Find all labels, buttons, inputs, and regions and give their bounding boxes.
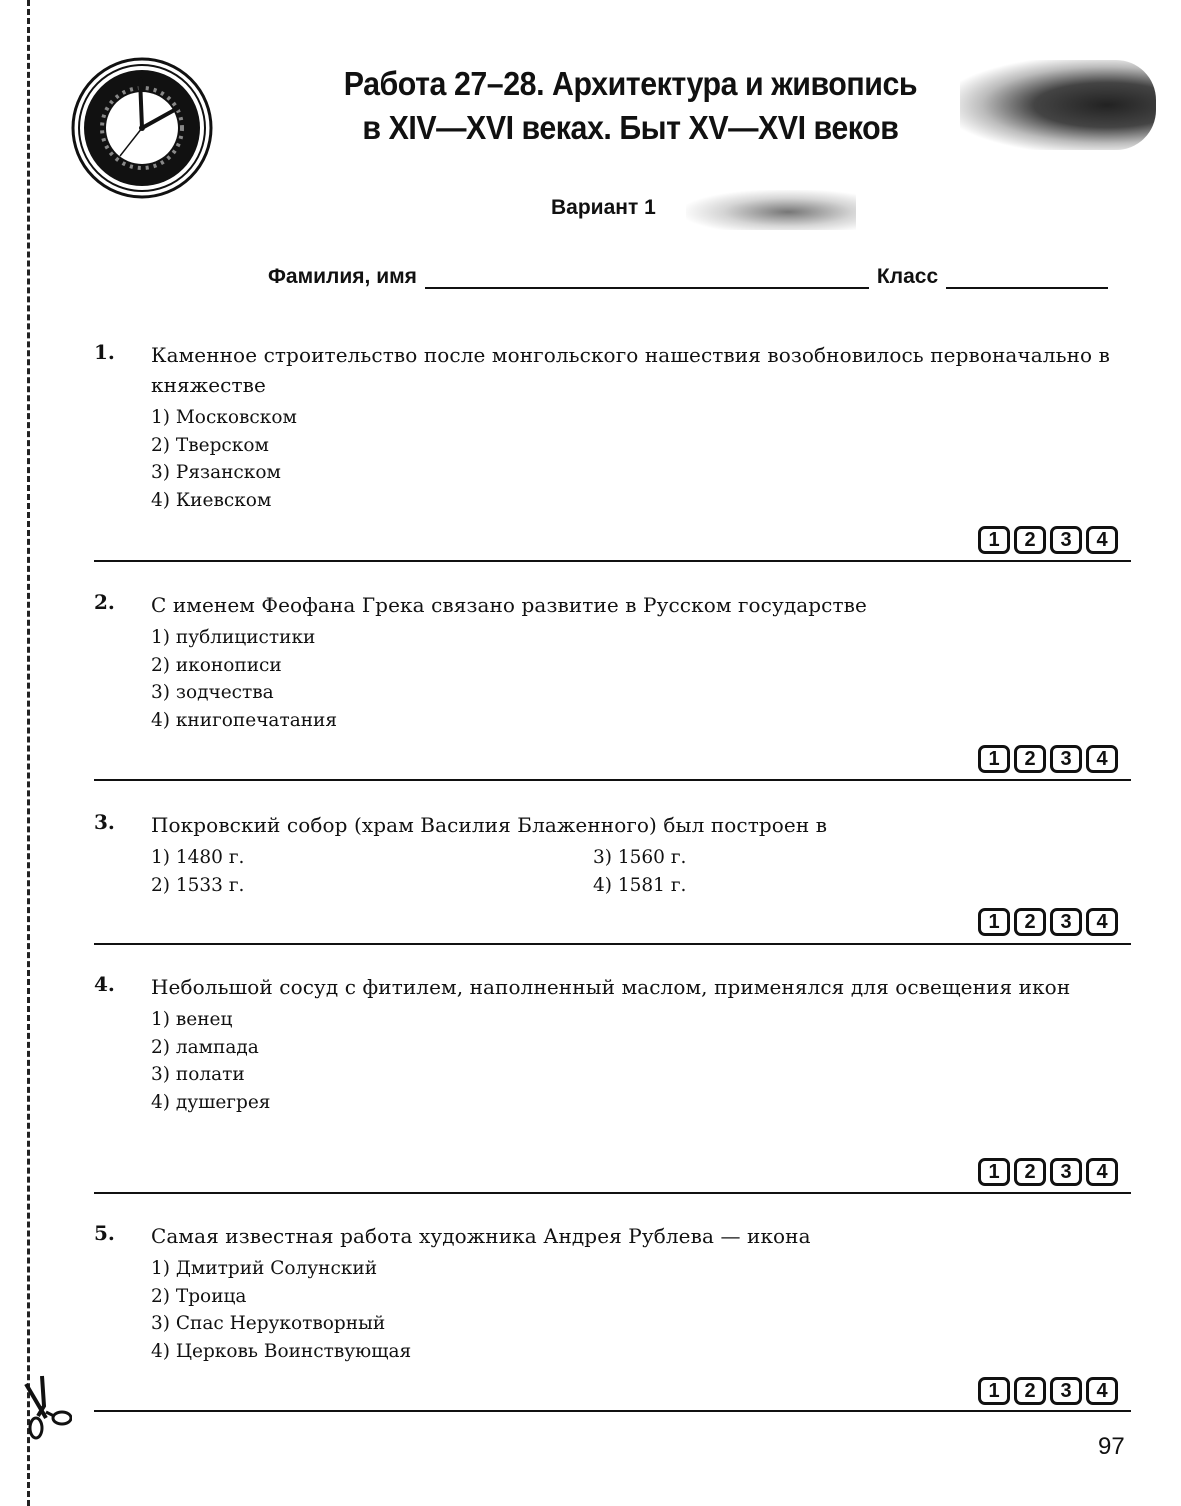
answer-box-2[interactable]: 2 <box>1014 1377 1046 1405</box>
variant-decoration <box>686 190 856 230</box>
answer-box-1[interactable]: 1 <box>978 745 1010 773</box>
answer-box-4[interactable]: 4 <box>1086 745 1118 773</box>
options-list <box>151 624 1134 735</box>
option-4: 4) душегрея <box>151 1092 271 1114</box>
divider <box>94 1410 1131 1412</box>
option-2: 2) иконописи <box>151 654 282 676</box>
question-text: Небольшой сосуд с фитилем, наполненный маслом, применялся для освещения икон <box>151 975 1071 999</box>
option-3: 3) Спас Нерукотворный <box>151 1313 386 1335</box>
title-line-1: Работа 27–28. Архитектура и живопись <box>343 65 918 102</box>
question-text: Каменное строительство после монгольского нашествия возобновилось первоначально в княжестве <box>151 343 1110 397</box>
answer-box-4[interactable]: 4 <box>1086 1377 1118 1405</box>
option-1: 1) Дмитрий Солунский <box>151 1258 378 1279</box>
question-5 <box>94 1221 1134 1421</box>
page-number: 97 <box>1098 1433 1125 1460</box>
option-3: 3) полати <box>151 1064 245 1086</box>
question-number: 2. <box>94 590 115 614</box>
answer-box-3[interactable]: 3 <box>1050 908 1082 936</box>
option-4: 4) 1581 г. <box>593 875 687 896</box>
option-2: 2) 1533 г. <box>151 875 245 896</box>
option-1: 1) Московском <box>151 407 297 428</box>
class-field[interactable] <box>946 265 1108 289</box>
question-3 <box>94 810 1134 950</box>
answer-box-1[interactable]: 1 <box>978 908 1010 936</box>
answer-boxes <box>978 745 1118 773</box>
options-list <box>151 1255 1134 1366</box>
page-title <box>290 62 971 150</box>
question-2 <box>94 590 1134 786</box>
question-4 <box>94 972 1134 1202</box>
answer-boxes <box>978 1377 1118 1405</box>
answer-box-1[interactable]: 1 <box>978 526 1010 554</box>
option-1: 1) венец <box>151 1009 233 1030</box>
answer-boxes <box>978 908 1118 936</box>
question-number: 4. <box>94 972 115 996</box>
option-4: 4) Киевском <box>151 490 272 512</box>
options-list <box>151 844 1134 900</box>
question-number: 1. <box>94 340 115 364</box>
answer-box-3[interactable]: 3 <box>1050 745 1082 773</box>
clock-icon <box>70 56 214 200</box>
answer-box-4[interactable]: 4 <box>1086 908 1118 936</box>
options-list <box>151 1006 1134 1117</box>
question-number: 5. <box>94 1221 115 1245</box>
answer-box-2[interactable]: 2 <box>1014 908 1046 936</box>
option-4: 4) книгопечатания <box>151 710 338 732</box>
option-3: 3) зодчества <box>151 682 274 704</box>
title-line-2: в XIV—XVI веках. Быт XV—XVI веков <box>362 109 899 146</box>
divider <box>94 943 1131 945</box>
answer-box-1[interactable]: 1 <box>978 1377 1010 1405</box>
answer-box-1[interactable]: 1 <box>978 1158 1010 1186</box>
answer-boxes <box>978 1158 1118 1186</box>
question-1 <box>94 340 1134 566</box>
answer-box-3[interactable]: 3 <box>1050 1377 1082 1405</box>
divider <box>94 1192 1131 1194</box>
question-number: 3. <box>94 810 115 834</box>
answer-box-3[interactable]: 3 <box>1050 1158 1082 1186</box>
option-2: 2) Троица <box>151 1285 247 1307</box>
answer-box-3[interactable]: 3 <box>1050 526 1082 554</box>
option-3: 3) Рязанском <box>151 462 281 484</box>
name-field[interactable] <box>425 265 869 289</box>
variant-label: Вариант 1 <box>551 196 656 219</box>
question-text: С именем Феофана Грека связано развитие в Русском государстве <box>151 593 867 617</box>
answer-box-4[interactable]: 4 <box>1086 526 1118 554</box>
student-info-row <box>268 265 1108 289</box>
option-2: 2) Тверском <box>151 434 269 456</box>
question-text: Покровский собор (храм Василия Блаженного) был построен в <box>151 813 828 837</box>
scissors-icon <box>16 1372 72 1442</box>
divider <box>94 779 1131 781</box>
answer-box-2[interactable]: 2 <box>1014 745 1046 773</box>
answer-boxes <box>978 526 1118 554</box>
option-1: 1) 1480 г. <box>151 847 245 868</box>
options-list <box>151 404 1134 515</box>
title-decoration <box>960 60 1156 150</box>
answer-box-4[interactable]: 4 <box>1086 1158 1118 1186</box>
option-4: 4) Церковь Воинствующая <box>151 1341 412 1363</box>
cut-line <box>27 0 30 1506</box>
option-2: 2) лампада <box>151 1036 259 1058</box>
answer-box-2[interactable]: 2 <box>1014 1158 1046 1186</box>
name-label: Фамилия, имя <box>268 265 417 288</box>
divider <box>94 560 1131 562</box>
question-text: Самая известная работа художника Андрея Рублева — икона <box>151 1224 811 1248</box>
option-1: 1) публицистики <box>151 627 316 648</box>
class-label: Класс <box>876 265 939 288</box>
option-3: 3) 1560 г. <box>593 847 687 868</box>
answer-box-2[interactable]: 2 <box>1014 526 1046 554</box>
